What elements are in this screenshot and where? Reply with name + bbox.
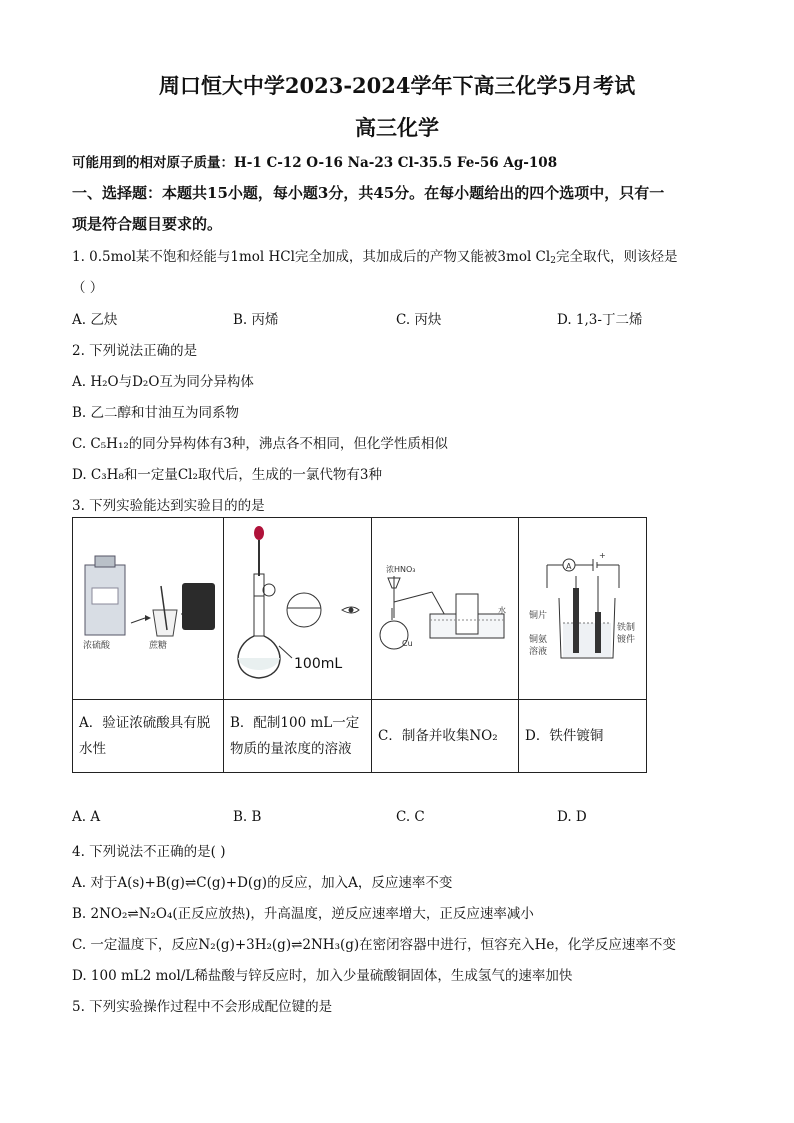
svg-text:镀件: 镀件 bbox=[617, 635, 636, 645]
caption-d: D．铁件镀铜 bbox=[519, 700, 647, 773]
q3-stem: 3. 下列实验能达到实验目的的是 bbox=[72, 498, 265, 514]
q2-option-c: C. C₅H₁₂的同分异构体有3种，沸点各不相同，但化学性质相似 bbox=[72, 436, 448, 452]
dropper-bulb bbox=[254, 526, 264, 540]
atomic-masses: 可能用到的相对原子质量：H-1 C-12 O-16 Na-23 Cl-35.5 Fe-56 Ag-108 bbox=[72, 155, 558, 171]
q1-stem: 1. 0.5mol某不饱和烃能与1mol HCl完全加成，其加成后的产物又能被3mol $Cl_2$完全取代，则该烃是 bbox=[72, 249, 678, 266]
q2-option-b: B. 乙二醇和甘油互为同系物 bbox=[72, 405, 240, 421]
q5-stem: 5. 下列实验操作过程中不会形成配位键的是 bbox=[72, 999, 333, 1015]
svg-text:100mL: 100mL bbox=[294, 656, 343, 672]
svg-text:铜氨: 铜氨 bbox=[529, 635, 548, 645]
charred-sugar bbox=[182, 583, 215, 630]
image-cell-b bbox=[224, 518, 372, 700]
svg-text:水: 水 bbox=[498, 606, 506, 615]
q1-paren: （ ） bbox=[72, 280, 104, 296]
svg-text:Cu: Cu bbox=[402, 639, 413, 648]
image-cell-c bbox=[372, 518, 519, 700]
magnifier-view bbox=[287, 593, 321, 627]
flask-body bbox=[238, 636, 280, 678]
q3-option-b: B. B bbox=[233, 809, 262, 825]
section-heading-line1: 一、选择题：本题共15小题，每小题3分，共45分。在每小题给出的四个选项中，只有一 bbox=[72, 184, 665, 202]
q4-stem: 4. 下列说法不正确的是( ) bbox=[72, 844, 226, 860]
volumetric-flask-figure bbox=[224, 518, 371, 695]
svg-text:铜片: 铜片 bbox=[529, 611, 548, 621]
caption-b: B．配制100 mL一定物质的量浓度的溶液 bbox=[224, 700, 372, 773]
q4-option-b: B. 2NO₂⇌N₂O₄(正反应放热)，升高温度，逆反应速率增大，正反应速率减小 bbox=[72, 906, 534, 922]
image-cell-d bbox=[519, 518, 647, 700]
exam-subtitle: 高三化学 bbox=[355, 115, 439, 140]
svg-text:浓HNO₃: 浓HNO₃ bbox=[386, 565, 416, 574]
q1-option-a: A. 乙炔 bbox=[72, 312, 118, 328]
q2-option-d: D. C₃H₈和一定量Cl₂取代后，生成的一氯代物有3种 bbox=[72, 467, 382, 483]
q4-option-c: C. 一定温度下，反应N₂(g)+3H₂(g)⇌2NH₃(g)在密闭容器中进行，恒容充入He，化学反应速率不变 bbox=[72, 937, 676, 953]
q4-option-a: A. 对于A(s)+B(g)⇌C(g)+D(g)的反应，加入A，反应速率不变 bbox=[72, 875, 453, 891]
q4-option-d: D. 100 mL2 mol/L稀盐酸与锌反应时，加入少量硫酸铜固体，生成氢气的速率加快 bbox=[72, 968, 573, 984]
exam-title: 周口恒大中学2023-2024学年下高三化学5月考试 bbox=[158, 73, 636, 98]
section-heading-line2: 项是符合题目要求的。 bbox=[72, 215, 223, 233]
experiment-table bbox=[72, 517, 647, 773]
svg-text:铁制: 铁制 bbox=[617, 623, 636, 633]
image-cell-a bbox=[73, 518, 224, 700]
caption-c: C．制备并收集NO₂ bbox=[372, 700, 519, 773]
q2-stem: 2. 下列说法正确的是 bbox=[72, 343, 198, 359]
copper-plate bbox=[573, 588, 579, 653]
caption-a: A．验证浓硫酸具有脱水性 bbox=[73, 700, 224, 773]
q1-option-c: C. 丙炔 bbox=[396, 312, 442, 328]
svg-text:A: A bbox=[566, 562, 572, 571]
q2-option-a: A. H₂O与D₂O互为同分异构体 bbox=[72, 374, 254, 390]
no2-preparation-figure bbox=[372, 518, 518, 695]
svg-text:溶液: 溶液 bbox=[529, 647, 548, 657]
q1-option-b: B. 丙烯 bbox=[233, 312, 279, 328]
svg-text:+: + bbox=[599, 551, 606, 560]
q3-option-c: C. C bbox=[396, 809, 425, 825]
q3-option-d: D. D bbox=[557, 809, 587, 825]
iron-copper-plating-figure bbox=[519, 518, 646, 695]
q3-option-a: A. A bbox=[72, 809, 101, 825]
svg-text:浓硫酸: 浓硫酸 bbox=[83, 641, 111, 651]
svg-text:蔗糖: 蔗糖 bbox=[149, 641, 168, 651]
iron-part bbox=[595, 612, 601, 653]
sulfuric-acid-dehydration-figure bbox=[73, 518, 223, 695]
q1-option-d: D. 1,3-丁二烯 bbox=[557, 312, 643, 328]
